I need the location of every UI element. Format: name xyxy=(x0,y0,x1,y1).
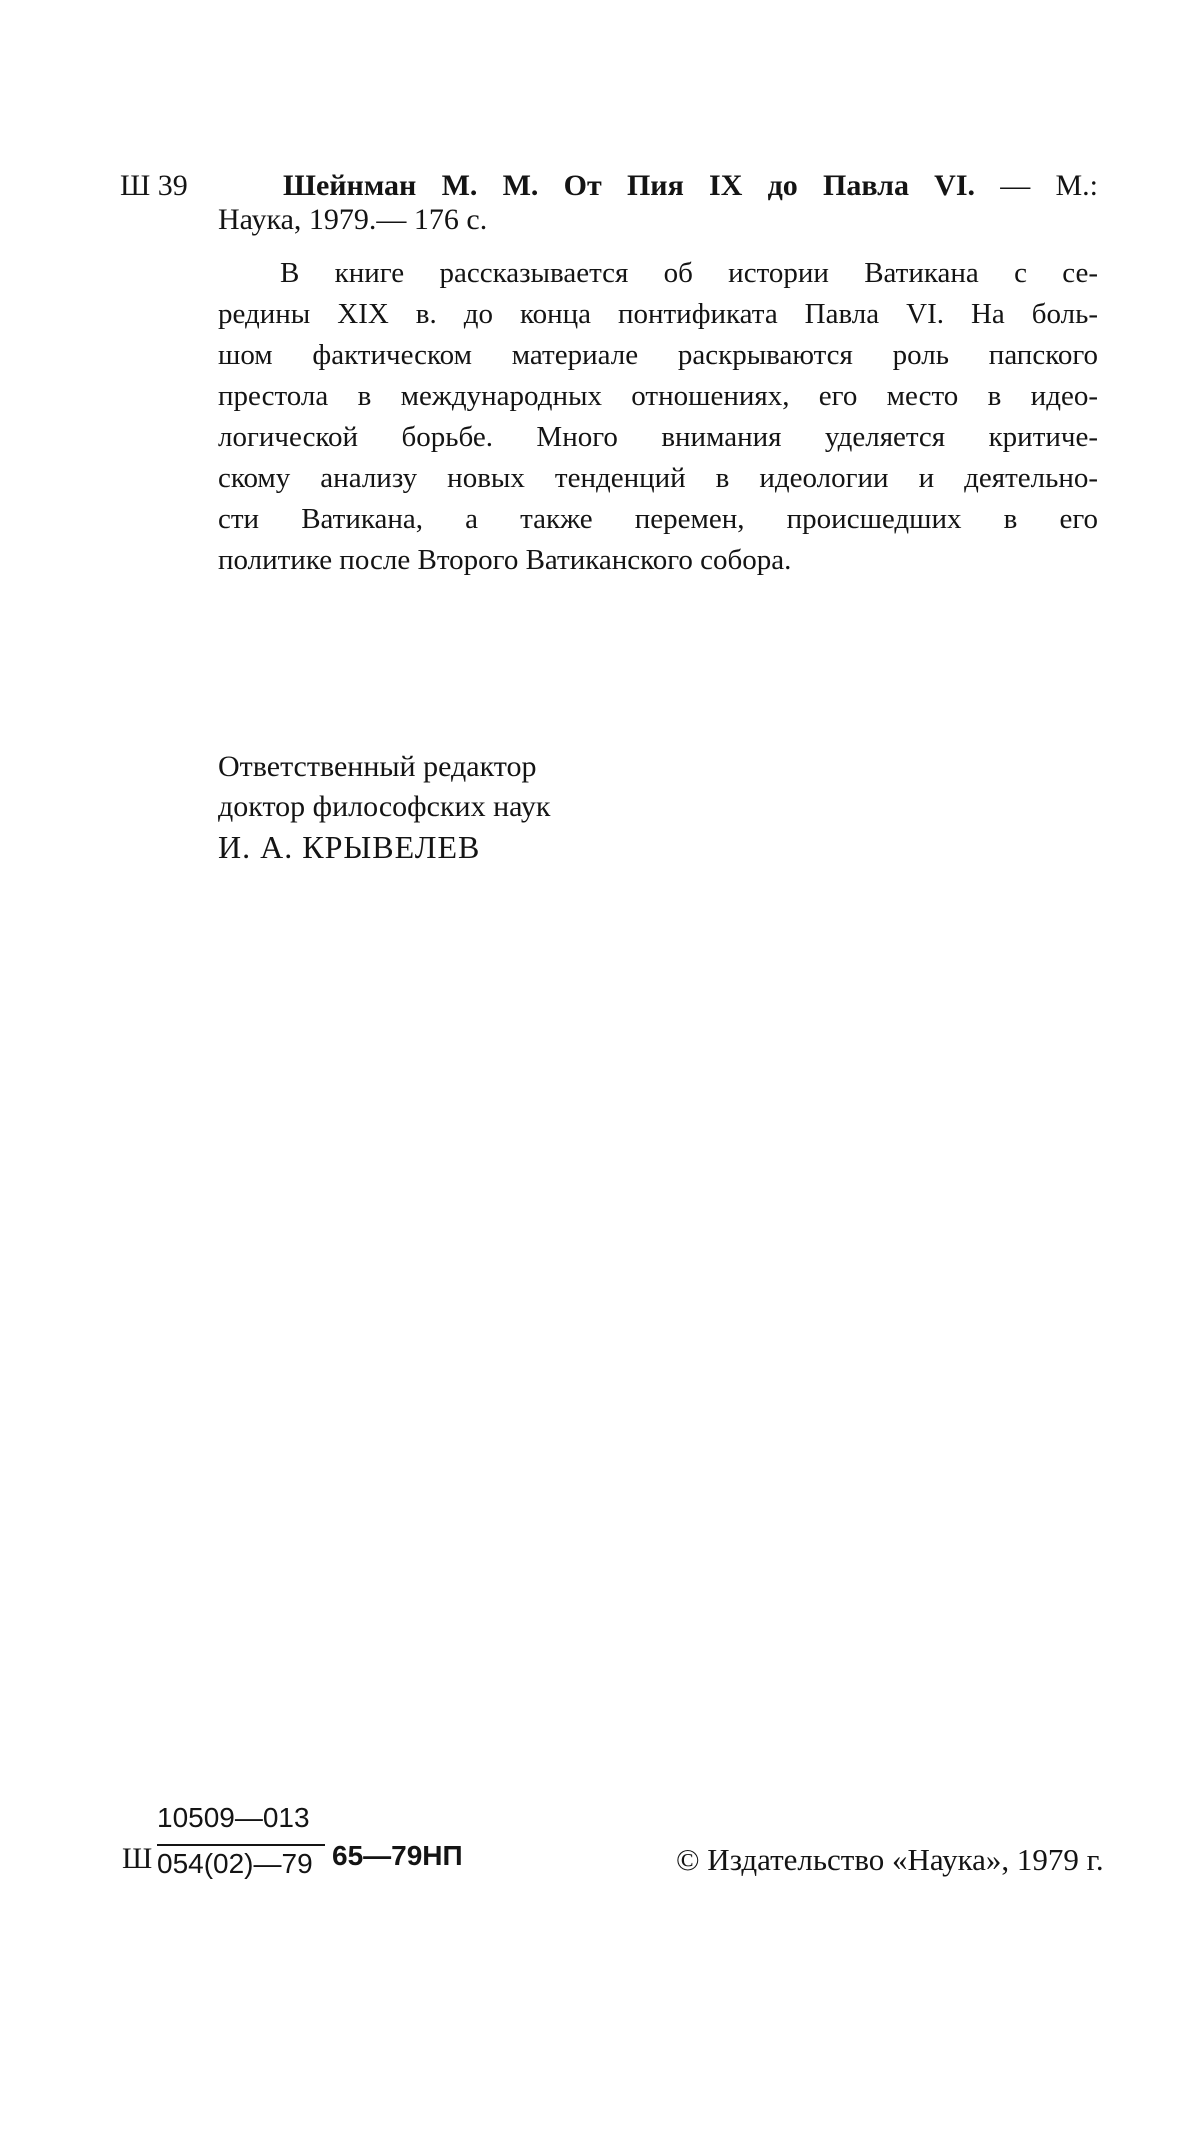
abstract-line: политике после Второго Ватиканского собора. xyxy=(218,544,792,576)
bibliographic-entry-line2: Наука, 1979.— 176 с. xyxy=(218,203,488,236)
editor-degree: доктор философских наук xyxy=(218,790,551,823)
abstract-line: скому анализу новых тенденций в идеологии и деятельно- xyxy=(218,462,1098,494)
abstract-line: сти Ватикана, а также перемен, происшедших в его xyxy=(218,503,1098,535)
index-numerator: 10509—013 xyxy=(157,1802,310,1833)
copyright-notice: © Издательство «Наука», 1979 г. xyxy=(676,1842,1104,1877)
index-letter: Ш xyxy=(122,1842,153,1875)
abstract-line: В книге рассказывается об истории Ватикана с се- xyxy=(280,257,1098,289)
abstract-line: шом фактическом материале раскрываются роль папского xyxy=(218,339,1098,371)
book-abstract xyxy=(218,253,1098,581)
index-suffix: 65—79НП xyxy=(332,1840,463,1871)
bibliographic-place: — М.: xyxy=(1000,169,1099,202)
abstract-line: логической борьбе. Много внимания уделяется критиче- xyxy=(218,421,1098,453)
editor-role: Ответственный редактор xyxy=(218,750,537,783)
abstract-line: престола в международных отношениях, его место в идео- xyxy=(218,380,1098,412)
index-denominator: 054(02)—79 xyxy=(157,1848,313,1879)
editor-block xyxy=(218,747,551,867)
bibliographic-title: Шейнман М. М. От Пия IX до Павла VI. xyxy=(283,169,976,202)
editor-name: И. А. КРЫВЕЛЕВ xyxy=(218,829,481,865)
abstract-line: редины XIX в. до конца понтификата Павла VI. На боль- xyxy=(218,298,1098,330)
fraction-rule xyxy=(157,1844,325,1846)
catalog-code: Ш 39 xyxy=(120,169,188,202)
